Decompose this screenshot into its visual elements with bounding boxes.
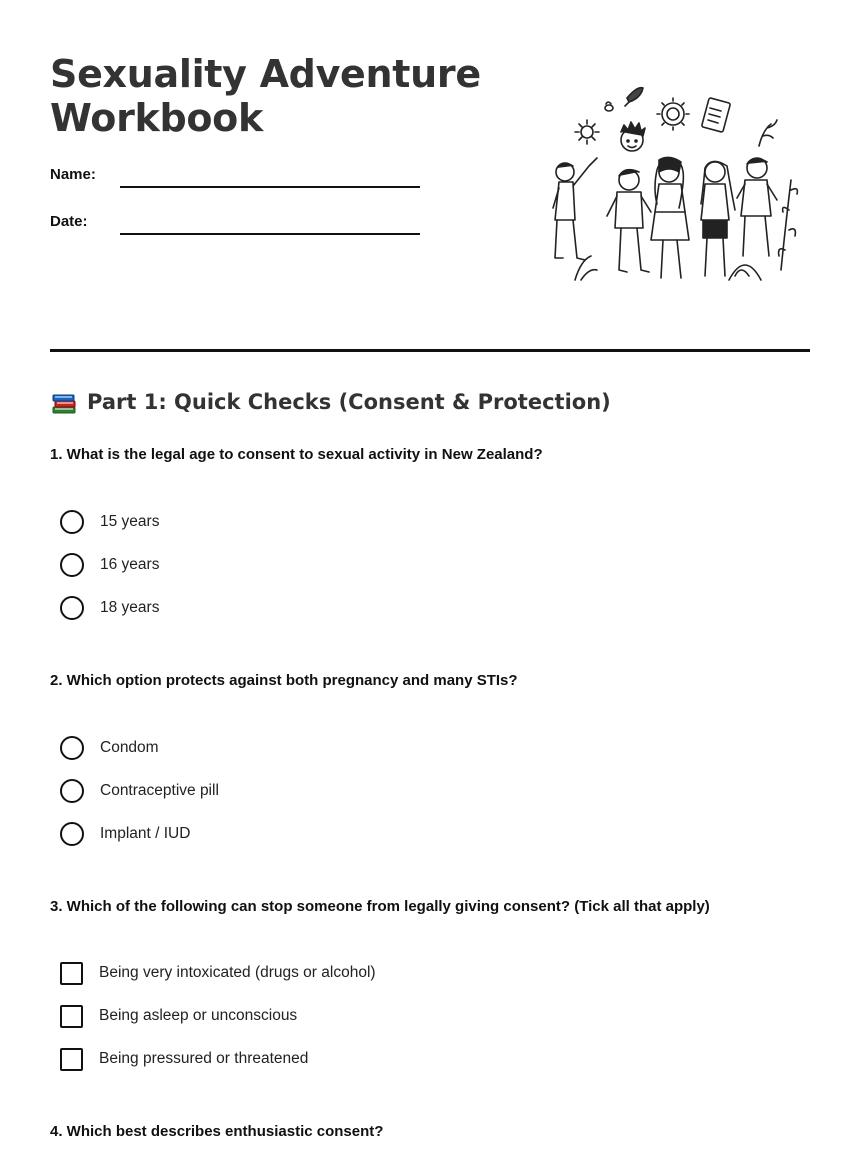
q3-option-3[interactable]: [60, 1046, 308, 1072]
title-line-2: Workbook: [50, 96, 263, 140]
option-label: Being pressured or threatened: [99, 1050, 309, 1067]
option-label: Implant / IUD: [100, 825, 191, 842]
option-label: Contraceptive pill: [100, 782, 219, 799]
title-line-1: Sexuality Adventure: [50, 52, 481, 96]
name-write-line[interactable]: [120, 186, 420, 188]
option-label: Being very intoxicated (drugs or alcohol): [99, 964, 376, 981]
header-divider: [50, 349, 810, 352]
q1-option-1[interactable]: [60, 509, 159, 535]
option-label: Condom: [100, 739, 159, 756]
q2-option-2[interactable]: [60, 778, 219, 804]
name-field: [50, 166, 96, 183]
flower-doodle-left: [575, 120, 599, 144]
part-1-heading: [50, 388, 611, 416]
group-of-teens-illustration: [545, 80, 805, 295]
date-label: Date:: [50, 213, 88, 230]
teen-1: [553, 158, 597, 260]
q2-option-1[interactable]: [60, 735, 159, 761]
radio-button[interactable]: [60, 822, 84, 846]
checkbox[interactable]: [60, 962, 83, 985]
radio-button[interactable]: [60, 596, 84, 620]
plants-doodle: [575, 180, 797, 280]
teen-3: [651, 157, 689, 278]
checkbox[interactable]: [60, 1005, 83, 1028]
date-field: [50, 213, 88, 230]
q3-option-2[interactable]: [60, 1003, 297, 1029]
books-icon: [50, 388, 78, 416]
question-4: 4. Which best describes enthusiastic consent?: [50, 1123, 384, 1140]
option-label: Being asleep or unconscious: [99, 1007, 298, 1024]
option-label: 18 years: [100, 599, 160, 616]
radio-button[interactable]: [60, 553, 84, 577]
teen-4: [701, 161, 735, 276]
q3-option-1[interactable]: [60, 960, 376, 986]
part-1-title: Part 1: Quick Checks (Consent & Protection): [87, 390, 611, 414]
checkbox[interactable]: [60, 1048, 83, 1071]
name-label: Name:: [50, 166, 96, 183]
card-doodle: [701, 98, 730, 133]
q1-option-2[interactable]: [60, 552, 159, 578]
q2-option-3[interactable]: [60, 821, 190, 847]
option-label: 15 years: [100, 513, 160, 530]
radio-button[interactable]: [60, 736, 84, 760]
teen-2: [607, 170, 651, 272]
question-2: 2. Which option protects against both pregnancy and many STIs?: [50, 672, 518, 689]
option-label: 16 years: [100, 556, 160, 573]
leaf-doodle: [625, 88, 643, 106]
sun-doodle: [657, 98, 689, 130]
bee-doodle: [605, 102, 613, 111]
radio-button[interactable]: [60, 779, 84, 803]
teen-5: [737, 120, 777, 256]
q1-option-3[interactable]: [60, 595, 159, 621]
date-write-line[interactable]: [120, 233, 420, 235]
worksheet-title: [50, 52, 481, 140]
question-1: 1. What is the legal age to consent to sexual activity in New Zealand?: [50, 446, 543, 463]
spiky-head-doodle: [621, 122, 645, 151]
radio-button[interactable]: [60, 510, 84, 534]
question-3: 3. Which of the following can stop someone from legally giving consent? (Tick all that apply): [50, 898, 710, 915]
